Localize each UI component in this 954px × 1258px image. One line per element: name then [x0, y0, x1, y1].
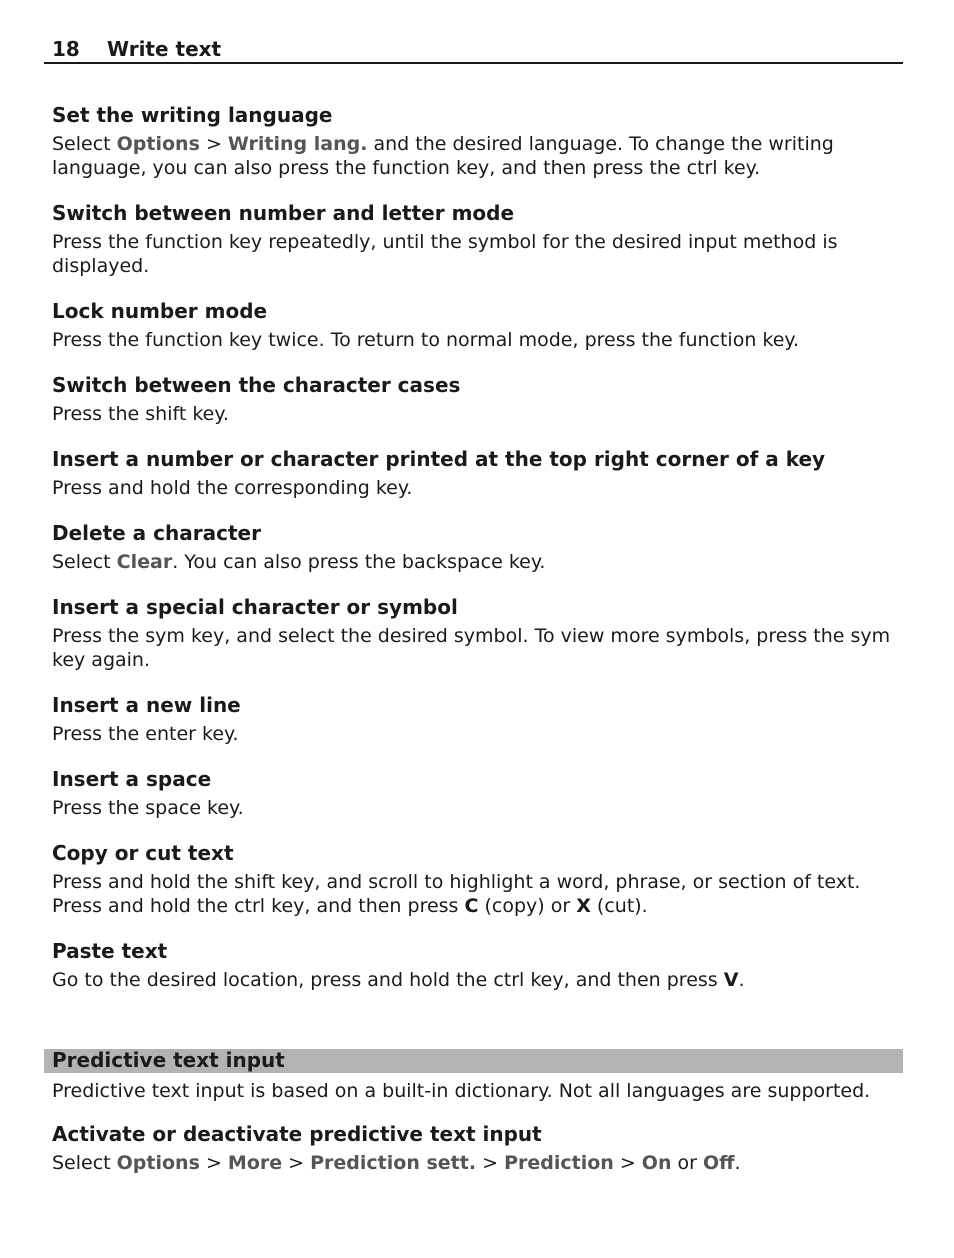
path-separator: >	[199, 1152, 228, 1174]
text-run: .	[734, 1152, 741, 1174]
section-title: Paste text	[52, 939, 168, 963]
path-separator: >	[282, 1152, 311, 1174]
section-body: Press and hold the corresponding key.	[52, 477, 413, 499]
section-title: Activate or deactivate predictive text input	[52, 1122, 542, 1146]
text-run: Go to the desired location, press and hold the ctrl key, and then press	[52, 969, 724, 991]
band-title: Predictive text input	[52, 1048, 285, 1072]
main-content	[52, 101, 902, 1011]
text-run: (cut).	[590, 895, 648, 917]
menu-on: On	[641, 1152, 672, 1174]
section-activate-predictive	[52, 1120, 902, 1175]
section-top-right-char	[52, 445, 902, 500]
section-body	[52, 1151, 902, 1175]
section-title: Switch between the character cases	[52, 373, 461, 397]
key-v: V	[723, 969, 739, 991]
text-run: Press and hold the shift key, and scroll to highlight a word, phrase, or section of text. Press and hold the ctrl key, and then press	[52, 871, 861, 917]
section-space	[52, 765, 902, 820]
section-body	[52, 132, 902, 180]
menu-options: Options	[116, 133, 200, 155]
key-x: X	[576, 895, 591, 917]
chapter-title: Write text	[107, 37, 222, 61]
menu-options: Options	[116, 1152, 200, 1174]
path-separator: >	[613, 1152, 642, 1174]
section-band-predictive	[44, 1049, 903, 1073]
section-title: Insert a space	[52, 767, 212, 791]
text-run: and the desired language. To change the writing language, you can also press the function key, and then press the ctrl key.	[52, 133, 834, 179]
text-run: Select	[52, 551, 117, 573]
predictive-intro: Predictive text input is based on a built-in dictionary. Not all languages are supported.	[52, 1080, 871, 1102]
section-body: Press the sym key, and select the desired symbol. To view more symbols, press the sym key again.	[52, 625, 891, 671]
section-body	[52, 870, 902, 918]
text-run: . You can also press the backspace key.	[172, 551, 546, 573]
section-body: Press the enter key.	[52, 723, 239, 745]
path-separator: >	[199, 133, 228, 155]
page-number: 18	[52, 37, 80, 61]
section-lock-number-mode	[52, 297, 902, 352]
text-run: or	[671, 1152, 703, 1174]
menu-more: More	[227, 1152, 283, 1174]
section-writing-language	[52, 101, 902, 180]
text-run: Select	[52, 133, 117, 155]
menu-prediction: Prediction	[504, 1152, 614, 1174]
section-special-char	[52, 593, 902, 672]
menu-off: Off	[703, 1152, 735, 1174]
section-copy-cut	[52, 839, 902, 918]
text-run: (copy) or	[478, 895, 577, 917]
text-run: Select	[52, 1152, 117, 1174]
section-new-line	[52, 691, 902, 746]
section-title: Insert a special character or symbol	[52, 595, 458, 619]
section-title: Insert a new line	[52, 693, 241, 717]
section-body: Press the function key twice. To return to normal mode, press the function key.	[52, 329, 800, 351]
menu-clear: Clear	[116, 551, 173, 573]
section-title: Copy or cut text	[52, 841, 234, 865]
section-body: Press the space key.	[52, 797, 244, 819]
section-title: Lock number mode	[52, 299, 268, 323]
menu-prediction-sett: Prediction sett.	[310, 1152, 477, 1174]
section-title: Delete a character	[52, 521, 261, 545]
section-delete-char	[52, 519, 902, 574]
key-c: C	[464, 895, 479, 917]
section-number-letter-mode	[52, 199, 902, 278]
page-header	[44, 36, 903, 64]
path-separator: >	[476, 1152, 505, 1174]
section-title: Set the writing language	[52, 103, 333, 127]
section-character-cases	[52, 371, 902, 426]
section-body: Press the shift key.	[52, 403, 229, 425]
text-run: .	[738, 969, 745, 991]
section-paste	[52, 937, 902, 992]
section-body	[52, 550, 902, 574]
predictive-content	[52, 1079, 902, 1194]
section-body	[52, 968, 902, 992]
section-title: Insert a number or character printed at the top right corner of a key	[52, 447, 826, 471]
section-body: Press the function key repeatedly, until the symbol for the desired input method is displayed.	[52, 231, 838, 277]
menu-writing-lang: Writing lang.	[227, 133, 368, 155]
section-title: Switch between number and letter mode	[52, 201, 515, 225]
